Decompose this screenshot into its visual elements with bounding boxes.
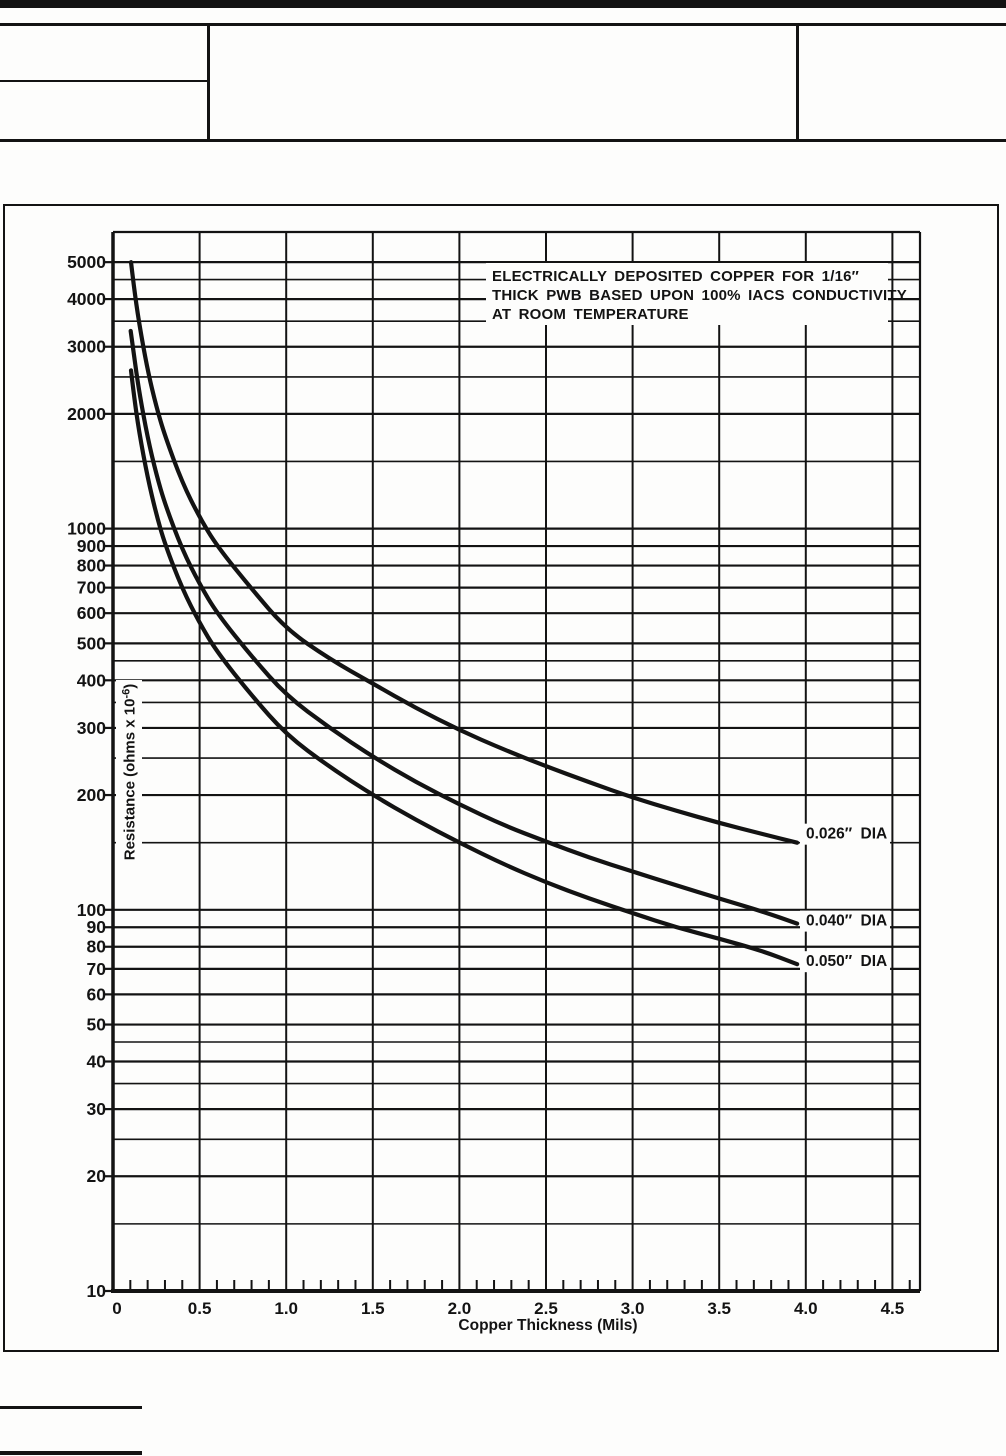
x-axis-title-text: Copper Thickness (Mils) — [458, 1317, 638, 1334]
x-tick-label: 3.5 — [707, 1299, 732, 1318]
chart-title-line-2: THICK PWB BASED UPON 100% IACS CONDUCTIVITY — [492, 287, 907, 304]
y-tick-label: 10 — [86, 1281, 106, 1301]
y-tick-label: 60 — [86, 984, 106, 1005]
x-tick-label: 1.0 — [274, 1299, 299, 1318]
y-axis-title-text: Resistance (ohms x $10^{-6}$) — [120, 683, 139, 861]
chart-title-line-1: ELECTRICALLY DEPOSITED COPPER FOR 1/16″ — [492, 268, 860, 285]
y-tick-label: 700 — [76, 577, 106, 598]
y-tick-labels — [67, 252, 106, 1301]
chart-title-block — [486, 263, 907, 325]
y-tick-label: 500 — [76, 633, 106, 654]
y-tick-label: 200 — [76, 785, 106, 806]
x-tick-label: 3.0 — [620, 1299, 645, 1318]
y-axis-title — [116, 680, 142, 862]
y-tick-label: 30 — [86, 1099, 106, 1120]
y-tick-label: 3000 — [67, 336, 106, 357]
y-tick-label: 2000 — [67, 403, 106, 424]
x-tick-label: 0 — [112, 1299, 122, 1318]
curve-label-1: 0.026″ DIA — [806, 825, 888, 843]
y-tick-label: 80 — [86, 936, 106, 957]
x-tick-label: 0.5 — [187, 1299, 212, 1318]
y-tick-label: 400 — [76, 670, 106, 691]
y-tick-label: 600 — [76, 603, 106, 624]
y-tick-label: 4000 — [67, 289, 106, 310]
y-tick-label: 40 — [86, 1051, 106, 1072]
footnote-rule-bottom — [0, 1451, 142, 1455]
y-tick-label: 100 — [76, 899, 106, 920]
y-tick-label: 1000 — [67, 518, 106, 539]
y-tick-label: 300 — [76, 717, 106, 738]
y-tick-label: 800 — [76, 555, 106, 576]
y-tick-label: 20 — [86, 1166, 106, 1187]
y-tick-label: 5000 — [67, 252, 106, 273]
x-tick-label: 4.0 — [793, 1299, 818, 1318]
curve-0.026 — [131, 262, 797, 843]
x-tick-label: 1.5 — [360, 1299, 385, 1318]
y-tick-label: 70 — [86, 958, 106, 979]
y-gridlines — [104, 232, 920, 1291]
y-tick-label: 50 — [86, 1014, 106, 1035]
y-tick-label: 900 — [76, 536, 106, 557]
x-gridlines — [200, 232, 893, 1291]
x-tick-labels — [112, 1299, 904, 1334]
curve-labels — [800, 824, 890, 973]
curve-0.040 — [131, 331, 797, 924]
curve-0.050 — [131, 370, 797, 964]
x-tick-label: 2.5 — [534, 1299, 558, 1318]
y-tick-label: 90 — [86, 917, 106, 938]
plot-axes — [111, 232, 920, 1291]
curve-label-3: 0.050″ DIA — [806, 953, 888, 971]
curve-label-2: 0.040″ DIA — [806, 912, 888, 930]
x-tick-label: 4.5 — [880, 1299, 905, 1318]
footnote-rule-top — [0, 1406, 142, 1409]
x-tick-label: 2.0 — [447, 1299, 472, 1318]
chart-title-line-3: AT ROOM TEMPERATURE — [492, 306, 689, 323]
